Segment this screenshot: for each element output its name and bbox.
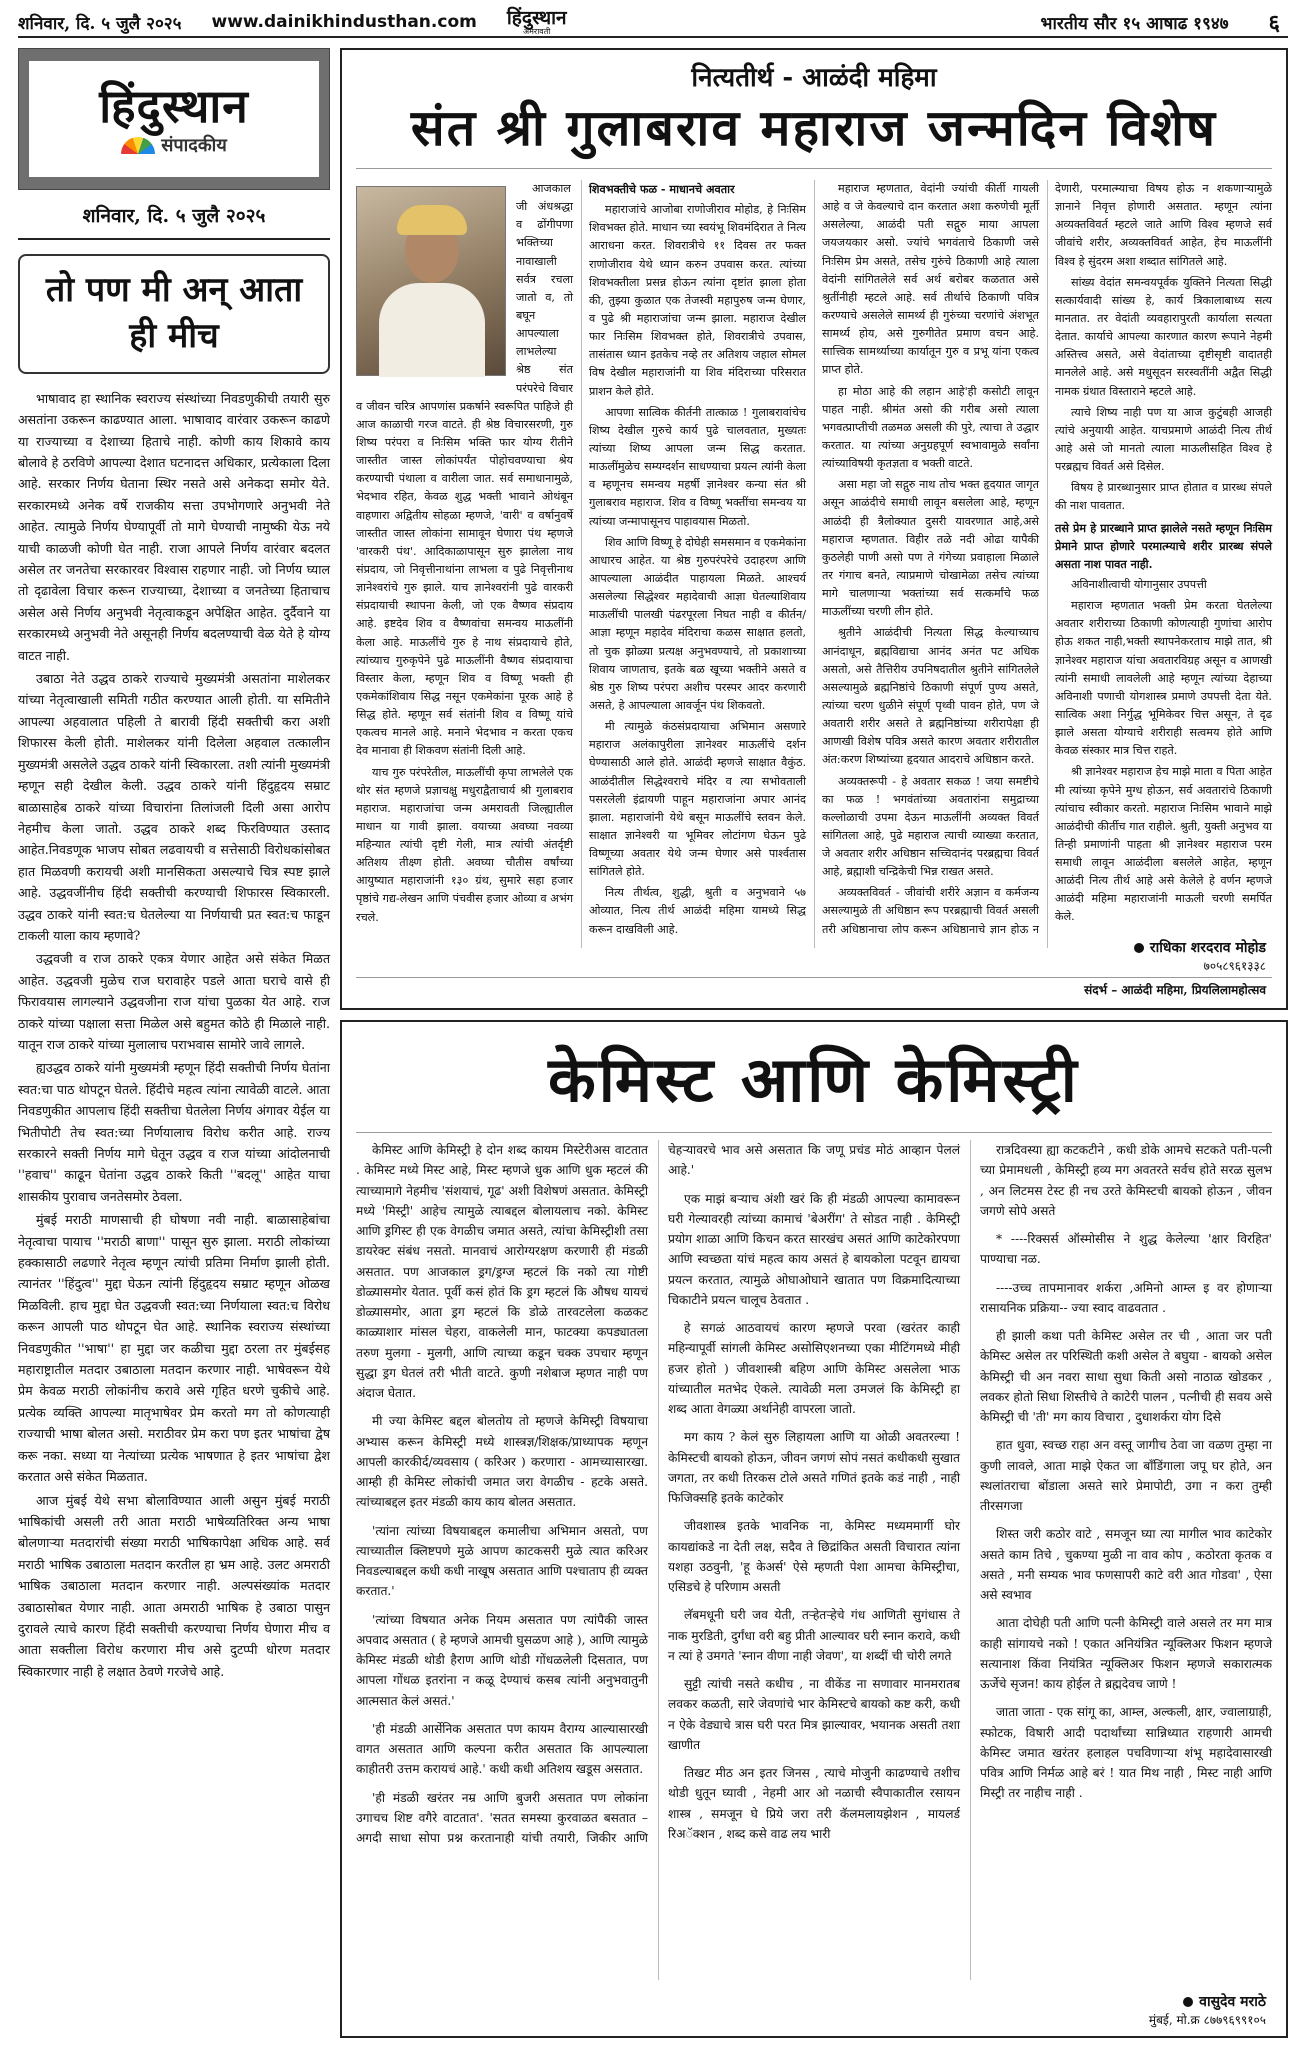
byline-bullet-icon [1183, 1997, 1193, 2007]
page-header-strip [18, 8, 1288, 38]
article-headline: केमिस्ट आणि केमिस्ट्री [356, 1022, 1272, 1133]
mini-logo-title: हिंदुस्थान [506, 6, 567, 29]
footnote: * ----रिक्सर्स ऑस्मोसीस ने शुद्ध केलेल्या 'क्षार विरहित' पाण्याचा नळ. [980, 1232, 1272, 1267]
article-body [356, 180, 1272, 948]
author-phone: ७०५८९६१३३८ [1203, 959, 1266, 973]
article-paragraph: श्री ज्ञानेश्वर महाराज हेच माझे माता व पिता आहेत मी त्यांच्या कृपेने मुग्ध होऊन, सर्व अवतारांचे ठिकाणी त्यांचाच स्वीकार करतो. महाराज निःसिम भावाने माझे आळंदीची कीर्तीच गात राहीले. श्रुती, युक्ती अनुभव या तिन्ही प्रमाणांनी पाहता श्री ज्ञानेश्वर महाराज परम समाधी लावून आळंदीला बसलेले आहेत, म्हणून आळंदी नित्य तीर्थ आहे असे केलेले हे वर्णन म्हणजे आळंदी महिमा महाराजांनी माऊली चरणी समर्पित केले. [1055, 765, 1272, 924]
article-columns [356, 180, 1272, 948]
article-paragraph: जाता जाता - एक सांगू का, आम्ल, अल्कली, क्षार, ज्वालाग्राही, स्फोटक, विषारी आदी पदार्थांच्या सान्निध्यात राहणारी आमची केमिस्ट जमात खरंतर हलाहल पचविणाऱ्या शंभू महादेवासारखी पवित्र आणि निर्मळ आहे बरं ! यात मिथ नाही , मिस्ट नाही आणि मिस्ट्री तर नाहीच नाही . [980, 1705, 1272, 1801]
article-paragraph: नित्य तीर्थत्व, शुद्धी, श्रुती व अनुभवाने ५७ ओव्यात, नित्य तीर्थ आळंदी महिमा यामध्ये सिद्ध करून दाखविली आहे. [589, 886, 806, 936]
article-paragraph: श्रुतीने आळंदीची नित्यता सिद्ध केल्याच्याच आनंदाधून, ब्रह्मविद्याचा आनंद अनंत पट अधिक असतो, असे तैत्तिरीय उपनिषदातील श्रुतीने सांगितलेले असल्यामुळे ब्रह्मनिष्ठांचे ठिकाणी संपूर्ण पुण्य असते, त्यांच्या चरण धुळीने संपूर्ण पृथ्वी पावन होते, पण जे अवतारी शरीर असते ते ब्रह्मनिष्ठांच्या शरीरापेक्षा ही आणखी विशेष पवित्र असते कारण अवतार शरीरातील अंत:करण शिष्यांच्या हृदयात आदराचे अधिष्ठान करते. [822, 626, 1039, 767]
article-kicker: नित्यतीर्थ - आळंदी महिमा [691, 63, 937, 93]
article-paragraph: शिव आणि विष्णू हे दोघेही समसमान व एकमेकांना आधारच आहेत. या श्रेष्ठ गुरुपरंपरेचे उदाहरण आणि आपल्याला आळंदीत पाहायला मिळते. आश्चर्य असलेल्या सिद्धेश्वर महादेवाची आज्ञा घेतल्याशिवाय माऊलींची पालखी पंढरपूरला निघत नाही व कीर्तन/आज्ञा म्हणून महादेव मंदिराचा कळस साक्षात हलतो, तो चुक झोळ्या प्रत्यक्ष अनुभवण्याचे, तो प्रकाशाच्या शिवाय जाणताच, इतके बळ खूच्या भक्तीने असते व श्रेष्ठ गुरु शिष्य परंपरा अशीच परस्पर आदर करणारी असते, हे आपल्याला आवर्जून पंथ शिकवतो. [589, 535, 806, 712]
article-paragraph: मी ज्या केमिस्ट बद्दल बोलतोय तो म्हणजे केमिस्ट्री विषयाचा अभ्यास करून केमिस्ट्री मध्ये शास्त्रज्ञ/शिक्षक/प्राध्यापक म्हणून आपली कारकीर्द/व्यवसाय ( करिअर ) करणारा - आमच्यासारखा. आम्ही ही केमिस्ट लोकांची जमात जरा वेगळीच - हटके असते. त्यांच्याबद्दल इतर मंडळी काय काय बोलत असतात. [356, 1414, 648, 1510]
poem-stanza: हात धुवा, स्वच्छ राहा अन वस्तू जागीच ठेवा जा वळण तुम्हा ना कुणी लावले, आता माझे ऐकत जा बाँडिंगाला जपू घर होते, अन स्थलांतराचा बोंडाला असते सारे प्रेमापोटी, उगा न करा तुम्ही तीरसगजा [980, 1438, 1272, 1513]
editorial-title: तो पण मी अन् आता ही मीच [45, 270, 303, 356]
reference-divider [356, 977, 1272, 978]
article-reference: संदर्भ – आळंदी महिमा, प्रियलिलामहोत्सव [1084, 983, 1266, 997]
masthead-subtitle: संपादकीय [161, 135, 227, 157]
article-paragraph: सांख्य वेदांत समन्वयपूर्वक युक्तिने नित्यता सिद्धी सत्कार्यवादी सांख्य हे, कार्य त्रिकालाबाध्य सत्य मानतात. तर वेदांती व्यवहारापुरती कार्याला सत्यता देतात. कार्याचे आपल्या कारणात कारण रूपाने नेहमी अस्तित्त्व असते, असे वेदांताच्या दृष्टीसृष्टी वादातही मानलेले आहे. असे मधुसूदन सरस्वतींनी अद्वैत सिद्धी नामक ग्रंथात विस्ताराने म्हटले आहे. [1055, 275, 1272, 398]
footnote: ----उच्च तापमानावर शर्करा ,अमिनो आम्ल इ वर होणाऱ्या रासायनिक प्रक्रिया-- ज्या स्वाद वाढवतात . [980, 1280, 1272, 1315]
poem-stanza: रात्रदिवस्या ह्या कटकटीने , कधी डोके आमचे सटकते पती-पत्नी च्या प्रेमामधली , केमिस्ट्री हव्य मग अवतरते सर्वच होते सरळ सुलभ , अन लिटमस टेस्ट ही नच उरते केमिस्टची बायको होऊन , जीवन जगणे सोपे असते [980, 1143, 1272, 1218]
byline-bullet-icon [1134, 943, 1144, 953]
header-date: शनिवार, दि. ५ जुलै २०२५ [18, 13, 182, 34]
article-paragraph: महाराज म्हणतात, वेदांनी ज्यांची कीर्ती गायली आहे व जे केवल्याचे दान करतात अशा करुणेची मूर्ती असलेल्या, आळंदी पती सद्गुरु माया आपला जयजयकार असो. ज्यांचे भगवंताचे ठिकाणी जसे निःसिम प्रेम असते, तसेच गुरुंचे ठिकाणी आहे त्याला वेदांनी सांगितलेले सर्व अर्थ बरोबर कळतात असे श्रुतींनीही म्हटले आहे. सर्व तीर्थाचे ठिकाणी पवित्र करण्याचे असलेले सामर्थ्य ही गुरुंच्या चरणांचे अंशभूत सामर्थ्य होय, असे गुरुगीतेत प्रमाण वचन आहे. सात्त्विक सामर्थ्याच्या कार्यातून गुरु व प्रभू यांना एकत्व प्राप्त होते. [822, 182, 1039, 377]
article-byline [1134, 938, 1266, 974]
saint-portrait-image [356, 186, 506, 376]
article-body [356, 1140, 1272, 1980]
author-name: वासुदेव मराठे [1199, 1994, 1266, 2010]
article-paragraph: याच गुरु परंपरेतील, माऊलींची कृपा लाभलेले एक थोर संत म्हणजे प्रज्ञाचक्षु मधुराद्वैताचार्य श्री गुलाबराव महाराज. महाराजांचा जन्म अमरावती जिल्ह्यातील माधान या गावी झाला. वयाच्या अवघ्या नवव्या महिन्यात त्यांची दृष्टी गेली, मात्र त्यांची अंतर्दृष्टी अतिशय तीक्ष्ण होती. अवघ्या चौतीस वर्षांच्या आयुष्यात महाराजांनी १३० ग्रंथ, सुमारे सहा हजार पृष्ठांचे गद्य-लेखन आणि पंचवीस हजार ओव्या व अभंग रचले. [356, 765, 573, 924]
article-paragraph: 'ही मंडळी आर्सेनिक असतात पण कायम वैराग्य आल्यासारखी वागत असतात आणि कल्पना करीत असतात कि आपल्याला काहीतरी उत्तम करायचं आहे.' कधी कधी अतिशय खडूस असतात. [356, 1721, 648, 1777]
portrait-turban [397, 205, 467, 235]
article-subhead: तसे प्रेम हे प्रारब्धाने प्राप्त झालेले नसते म्हणून निःसिम प्रेमाने प्राप्त होणारे परमात्म्याचे शरीर प्रारब्ध संपले असता नाश पावत नाही. [1055, 520, 1272, 571]
poem-stanza: लॅबमधूनी घरी जव येती, तऱ्हेतऱ्हेचे गंध आणिती सुगंधास ते नाक मुरडिती, दुर्गंधा वरी बहु प्रीती आल्यावर घरी स्नान करावे, कधी न त्यां हे उमगते 'स्नान वीणा नाही जेवण', या शब्दीं ची चोरी लगते [668, 1608, 960, 1663]
editorial-paragraph: ह्यउद्धव ठाकरे यांनी मुख्यमंत्री म्हणून हिंदी सक्तीची निर्णय घेतांना स्वत:चा पाठ थोपटून घेतले. हिंदीचे महत्व त्यांना त्यावेळी वाटले. आता निवडणुकीत आपलाच हिंदी सक्तीचा घेतलेला निर्णय अंगावर येईल या भितीपोटी तेच स्वत:च्या निर्णयालाच विरोध करीत आहे. राज्य सरकारने सक्ती निर्णय मागे घेतून उद्धव व राज यांच्या आंदोलनाची ''हवाच'' काढून घेतांना उद्धव ठाकरे किती ''बदलू'' आहेत याचा शासकीय पुरावाच जनतेसमोर ठेवला. [18, 1060, 330, 1204]
rainbow-sun-icon [121, 137, 155, 154]
article-paragraph: महाराज म्हणतात भक्ती प्रेम करता घेतलेल्या अवतार शरीराच्या ठिकाणी कोणत्याही गुणांचा आरोप होऊ शकत नाही,भक्ती स्थापनेकरताच माझे तात, श्री ज्ञानेश्वर महाराज यांचा अवतारविग्रह असून व आणखी त्यांनी समाधी लावलेली आहे म्हणून त्यांच्या देहाच्या अविनाशी पणाची योगशास्त्र प्रमाणे उपपत्ती देता येते. सात्विक अशा निर्गुद्ध भूमिकेवर चित्त असून, ते दृढ झाले असता योग्याचे शरीराही सत्वमय होते आणि केवळ संस्कार मात्र चित्त राहते. [1055, 599, 1272, 758]
editorial-paragraph: भाषावाद हा स्थानिक स्वराज्य संस्थांच्या निवडणुकीची तयारी सुरु असतांना उकरून काढण्यात आला. भाषावाद वारंवार उकरून काढणे या राज्याच्या व देशाच्या हिताचे नाही. कोणी काय शिकावे काय बोलावे हे ठरविणे आपल्या देशात घटनादत्त अधिकार, प्रत्येकाला दिला आहे. सरकार निर्णय घेताना स्थिर नसते असे अनेकदा समोर येते. सरकारमध्ये अनेक वर्षे राजकीय सत्ता उपभोगणारे अनुभवी नेते आहेत. त्यामुळे निर्णय घेण्यापूर्वी तो मागे घेण्याची नामुष्की येऊ नये याची काळजी कोणी घेत नाही. राजा आपले निर्णय वारंवार बदलत असेल तर जनतेचा सरकारवर विश्वास राहणार नाही. जो निर्णय घ्याल तो दृढावेला विचार करून राज्याच्या, देशाच्या व जनतेच्या हिताचाच असेल असे निर्णय अनुभवी नेतृत्वाकडून अपेक्षित आहेत. दुर्दैवाने या सरकारमध्ये अनुभवी नेते असूनही निर्णय बदलण्याची वेळ येते हे योग्य वाटत नाही. [18, 390, 330, 663]
poem-stanza: मग काय ? केलं सुरु लिहायला आणि या ओळी अवतरल्या ! केमिस्टची बायको होऊन, जीवन जगणं सोपं नसतं कधीकधी सुखात जगता, तर कधी तिरकस टोले असते गणितं इतके कडं नाही , नाही फिजिक्सहि इतके काटेकोर [668, 1430, 960, 1505]
article-headline: संत श्री गुलाबराव महाराज जन्मदिन विशेष [356, 98, 1272, 169]
header-indian-date: भारतीय सौर १५ आषाढ १९४७ [1040, 13, 1229, 34]
mini-logo [506, 6, 567, 36]
portrait-robe [379, 283, 485, 377]
mini-logo-edition: अमरावती [523, 26, 551, 36]
article-paragraph: विषय हे प्रारब्धानुसार प्राप्त होतात व प्रारब्ध संपले की नाश पावतात. [1055, 481, 1272, 513]
masthead-title: हिंदुस्थान [99, 78, 249, 133]
masthead-subtitle-row [121, 133, 227, 157]
article-paragraph: आपणा सात्विक कीर्तनी तात्काळ ! गुलाबरावांचेच शिष्य देखील गुरुचे कार्य पुढे चालवतात, मुख्यतः त्यांच्या शिष्य आपला जन्म सिद्ध करतात. माऊलींमुळेच सम्यग्दर्शन साधण्याचा प्रयत्न त्यांनी केला व म्हणूनच समन्वय महर्षी ज्ञानेश्वर कन्या संत श्री गुलाबराव महाराज. शिव व विष्णू भक्तींचा समन्वय या त्यांच्या जन्मापासूनच पाहावयास मिळतो. [589, 405, 806, 528]
article-columns [356, 1140, 1272, 1980]
website-link[interactable]: www.dainikhindusthan.com [211, 12, 477, 32]
editorial-paragraph: उबाठा नेते उद्धव ठाकरे राज्याचे मुख्यमंत्री असतांना माशेलकर यांच्या नेतृत्वाखाली समिती गठीत करण्यात आली होती. या समितीने आपल्या अहवालात पहिली ते बारावी हिंदी सक्तीची करा अशी शिफारस केली होती. माशेलकर यांनी दिलेला अहवाल तत्कालीन मुख्यमंत्री असलेले उद्धव ठाकरे यांनी स्विकारला. तशी त्यांनी मुख्यमंत्री म्हणून सही देखील केली. उद्धव ठाकरे यांनी हिंदुहृदय सम्राट बाळासाहेब ठाकरे यांच्या विचारांना तिलांजली दिली असा आरोप नेहमीच केला जातो. उद्धव ठाकरे शब्द फिरविण्यात उस्ताद आहेत.निवडणूक भाजप सोबत लढवायची व सत्तेसाठी विरोधकांसोबत हात मिळवणी करायची अशी मानसिकता असल्याचे चित्र स्पष्ट झाले आहे. उद्धवजींनीच हिंदी सक्तीची करण्याची शिफारस स्विकारली. उद्धव ठाकरे यांनी स्वत:च घेतलेल्या या निर्णयाची प्रत स्वत:च फाडून टाकली याला काय म्हणावे? [18, 671, 330, 943]
editorial-paragraph: आज मुंबई येथे सभा बोलाविण्यात आली असुन मुंबई मराठी भाषिकांची असली तरी आता मराठी भाषेव्यतिरिक्त अन्य भाषा बोलणाऱ्या मतदारांची संख्या मराठी भाषिकापेक्षा अधिक आहे. सर्व मराठी भाषिक उबाठाला मतदान करतील हा भ्रम आहे. उलट अमराठी भाषिक उबाठाला मतदान करणार नाही. अल्पसंख्यांक मतदार उबाठासोबत येणार नाही. आता अमराठी भाषिक हे उबाठा पासुन दुरावले त्याचे कारण हिंदी सक्तीची करण्याचा निर्णय घेणारा मीच व आता सक्तीला विरोध करणारा मीच असे दुटप्पी धोरण मतदार स्विकारणार नाही हे लक्षात ठेवणे गरजेचे आहे. [18, 1492, 330, 1679]
article-chemist-chemistry [340, 1020, 1288, 2038]
article-paragraph: महाराजांचे आजोबा राणोजीराव मोहोड, हे निःसिम शिवभक्त होते. माधान च्या स्वयंभू शिवमंदिरात ते नित्य आराधना करत. शिवरात्रीचे ११ दिवस तर फक्त राणोजीराव येथे ध्यान करुन उपवास करत. त्यांच्या शिवभक्तीला प्रसन्न होऊन त्यांना दृष्टांत झाला होता की, तुझ्या कुळात एक तेजस्वी महापुरुष जन्म घेणार, व पुढे श्री महाराजांचा जन्म झाला. महाराज देखील फार निःसिम शिवभक्त होते, शिवरात्रीचे उपवास, तासंतास ध्यान इतकेच नव्हे तर अतिशय जहाल सोमल विष देखील महाराजांनी या शिव मंदिराच्या परिसरात प्राशन केले होते. [589, 203, 806, 398]
editorial-body [18, 388, 330, 1682]
article-paragraph: असा महा जो सद्गुरु नाथ तोच भक्त हृदयात जागृत असून आळंदीचे समाधी लावून बसलेला आहे, म्हणून आळंदी ही त्रैलोक्यात दुसरी यावरणात आहे,असे महाराज म्हणतात. विहीर तळे नदी ओढा यापैकी कुठलेही पाणी असो पण ते गंगेच्या प्रवाहाला मिळाले तर गंगाच बनते, त्याप्रमाणे चोखामेळा तसेच त्यांच्या मागे चालणाऱ्या भक्तांच्या सर्व सत्कर्मांचे फळ माऊलींच्या चरणी लीन होते. [822, 478, 1039, 619]
article-paragraph: अविनाशीत्वाची योगानुसार उपपत्ती [1071, 577, 1207, 591]
editorial-masthead [18, 48, 330, 190]
editorial-column [18, 48, 330, 2038]
article-subhead: शिवभक्तीचे फळ - माधानचे अवतार [589, 182, 735, 196]
article-paragraph: हा मोठा आहे की लहान आहे'ही कसोटी लावून पाहत नाही. श्रीमंत असो की गरीब असो त्याला भगवत्प्राप्तीची तळमळ असली की पुरे, त्याचा ते उद्धार करतात. या त्यांच्या अनुग्रहपूर्ण स्वभावामुळे सर्वांना त्यांच्याविषयी कृतज्ञता व भक्ती वाटते. [822, 384, 1039, 471]
article-paragraph: त्याचे शिष्य नाही पण या आज कुटुंबही आजही त्यांचे अनुयायी आहेत. याचप्रमाणे आळंदी नित्य तीर्थ आहे असे जो मानतो त्याला माऊलीसहित विश्व हे परब्रह्मच विवर्त असे दिसेल. [1055, 405, 1272, 474]
editorial-date: शनिवार, दि. ५ जुलै २०२५ [18, 190, 330, 240]
article-paragraph: आजकाल जी अंधश्रद्धा व ढोंगीपणा भक्तिच्या नावाखाली सर्वत्र रचला जातो व, तो बघून आपल्याला लाभलेल्या श्रेष्ठ संत परंपरेचे विचार व जीवन चरित्र आपणांस प्रकर्षाने स्वरूपित पाहिजे ही आज काळाची गरज वाटते. ही श्रेष्ठ विचारसरणी, गुरु शिष्य परंपरा व निःसिम भक्ति फार योग्य रीतीने जास्तीत जास्त लोकांपर्यंत पोहोचवण्याचा श्रेय करण्याची पंथाला व वारीला जात. सर्व समाधानामुळे, भेदभाव रहित, केवळ शुद्ध भक्ती भावाने ओथंबून वाहणारा अद्वितीय सोहळा म्हणजे, 'वारी' व वर्षानुवर्षे जास्तीत जास्त लोकांना सामावून घेणारा पंथ म्हणजे 'वारकरी पंथ'. आदिकाळापासून सुरु झालेला नाथ संप्रदाय, जो निवृत्तीनाथांना लाभला व पुढे निवृत्तीनाथ ज्ञानेश्वरांचे गुरु झाले. याच ज्ञानेश्वरांनी पुढे वारकरी संप्रदायाची स्थापना केली, जो एक वैष्णव संप्रदाय आहे. इष्टदेव शिव व वैष्णवांचा समन्वय माऊलींनी केला आहे. माऊलींचे गुरु हे नाथ संप्रदायाचे होते, त्यांच्याच गुरुकृपेने पुढे माऊलींनी वैष्णव संप्रदायाचा विस्तार केला, म्हणून शिव व विष्णू भक्ती ही एकमेकांशिवाय सिद्ध नसून एकमेकांना पूरक आहे हे सिद्ध होते. म्हणून सर्व संतांनी शिव व विष्णू यांचे एकत्वच मानले आहे. मनाने भेदभाव न करता एकच देव मानावा ही शिकवण संतांनी दिली आहे. [356, 182, 573, 758]
article-paragraph: हे सगळं आठवायचं कारण म्हणजे परवा (खरंतर काही महिन्यापूर्वी सांगली केमिस्ट असोसिएशनच्या एका मीटिंगमध्ये मीही हजर होतो ) जीवशास्त्री बहिण आणि केमिस्ट असलेला भाऊ यांच्यातील मतभेद ऐकले. त्यावेळी मला उमजलं कि केमिस्ट्री हा शब्द आता वेगळ्या अर्थानेही वापरला जातो. [668, 1321, 960, 1416]
article-paragraph: 'त्यांच्या विषयात अनेक नियम असतात पण त्यांपैकी जास्त अपवाद असतात ( हे म्हणजे आमची घुसळण आहे ), आणि त्यामुळे केमिस्ट मंडळी थोडी हैराण आणि थोडी गोंधळलेली दिसतात, पण आपला गोंधळ इतरांना न कळू देण्याचं कसब त्यांनी अनुभवातुनी आत्मसात केलं असतं.' [356, 1612, 648, 1708]
editorial-title-box [18, 254, 330, 374]
article-gulabrao-maharaj [340, 48, 1288, 1010]
article-paragraph: मी त्यामुळे कंठसंप्रदायाचा अभिमान असणारे महाराज अलंकापुरीला ज्ञानेश्वर माऊलींचे दर्शन घेण्यासाठी आले होते. आळंदी म्हणजे साक्षात वैकुंठ. आळंदीतील सिद्धेश्वराचे मंदिर व त्या सभोवताली पसरलेली इंद्रायणी पाहून महाराजांना अपार आनंद झाला. महाराजांनी येथे बसून माऊलींचे स्तवन केले. साक्षात ज्ञानेश्वरी या भूमिवर लोटांगण घेऊन पुढे विष्णूच्या अवतार येथे जन्म घेणार असे पार्श्वतास सांगितले होते. [589, 720, 806, 879]
article-paragraph: 'त्यांना त्यांच्या विषयाबद्दल कमालीचा अभिमान असतो, पण त्याच्यातील क्लिष्टपणे मुळे आपण काटकसरी मुळे त्यात करिअर निवडल्याबद्दल कधी कधी नाखूष असतात आणि पश्चाताप ही व्यक्त करतात.' [356, 1523, 648, 1599]
poem-stanza: तिखट मीठ अन इतर जिनस , त्याचे मोजुनी काढण्याचे तशीच थोडी धुतून घ्यावी , नेहमी आर ओ नळाची स्वैपाकातील रसायन शास्त्र , समजून घे प्रिये जरा तरी कॅलमलायझेशन , मायलर्ड रिअॅक्शन , शब्द कसे वाढ लय भारी [668, 1766, 960, 1841]
article-paragraph: अव्यक्तविवर्त - जीवांची शरीरे अज्ञान व कर्मजन्य असल्यामुळे ती अधिष्ठान रूप परब्रह्माची विवर्त असली तरी अधिष्ठानाचा लोप करून अधिष्ठानाचे ज्ञान होऊ न देणारी, परमात्म्याचा विषय होऊ न शकणाऱ्यामुळे ज्ञानाने निवृत्त होणारी असतात. म्हणून त्यांना अव्यक्तविवर्त म्हटले जाते आणि विश्व म्हणजे सर्व जीवांचे शरीर, अव्यक्तविवर्त आहेत, हेच माऊलींनी विश्व हे सुंदरम अशा शब्दात सांगितले आहे. [822, 182, 1272, 936]
editorial-paragraph: मुंबई मराठी माणसाची ही घोषणा नवी नाही. बाळासाहेबांचा नेतृत्वाचा पायाच ''मराठी बाणा'' पासून सुरु झाला. मराठी लोकांच्या हक्कासाठी लढणारे नेतृत्व म्हणून त्यांची प्रतिमा निर्माण झाली होती. त्यानंतर ''हिंदुत्व'' मुद्दा घेऊन त्यांनी हिंदुहृदय सम्राट म्हणून ओळख मिळविली. हाच मुद्दा घेत उद्धवजी स्वत:च्या निर्णयाला स्वत:च विरोध करून आपली पाठ थोपटून घेत आहे. स्थानिक स्वराज्य संस्थांच्या निवडणुकीत ''भाषा'' हा मुद्दा जर कळीचा मुद्दा ठरला तर मुंबईसह महाराष्ट्रातील मतदार उबाठाला मतदान करणार नाही. भाषेवरून येथे प्रेम केवळ मराठी लोकांनीच करावे असे गृहित धरणे चुकीचे आहे. प्रत्येक व्यक्ति आपल्या मातृभाषेवर प्रेम करतो मग तो कोणत्याही राज्याची भाषा बोलत असो. मराठीवर प्रेम करा पण इतर भाषांचा द्वेष करू नका. सध्या या नेत्यांच्या प्रत्येक भाषणात हे इतर भाषांचा द्वेश करतात असे संकेत मिळतात. [18, 1212, 330, 1485]
article-paragraph: 'ही मंडळी खरंतर नम्र आणि बुजरी असतात पण लोकांना उगाचच शिष्ट वगैरे वाटतात'. 'सतत समस्या कुरवाळत बसतात – अगदी साधा सोपा प्रश्न करतानाही यांची तयारी, जिकीर आणि चेहऱ्यावरचे भाव असे असतात कि जणू प्रचंड मोठं आव्हान पेललं आहे.' [356, 1143, 960, 1845]
article-paragraph: आता दोघेही पती आणि पत्नी केमिस्ट्री वाले असले तर मग मात्र काही सांगायचे नको ! एकात अनियंत्रित न्यूक्लिअर फिशन म्हणजे सत्यानाश किंवा नियंत्रित न्यूक्लिअर फिशन म्हणजे सकारात्मक ऊर्जेचे सृजन! काय होईल ते ब्रह्मदेवच जाणे ! [980, 1616, 1272, 1691]
editorial-paragraph: उद्धवजी व राज ठाकरे एकत्र येणार आहेत असे संकेत मिळत आहेत. उद्धवजी मुळेच राज घरावाहेर पडले आता घराचे वासे ही फिरावयास लागल्याने उद्धवजीना राज यांचा पुळका येत आहे. राज ठाकरे यांच्या पक्षाला सत्ता मिळेल असे बहुमत कोठे ही मिळाले नाही. यातून राज ठाकरे यांच्या मुलालाच पराभवास सामोरे जावे लागले. [18, 951, 330, 1052]
author-name: राधिका शरदराव मोहोड [1149, 940, 1266, 956]
article-paragraph: अव्यक्तरूपी - हे अवतार सकळ ! जया समष्टीचे का फळ ! भगवंतांच्या अवतारांना समुद्राच्या कल्लोळाची उपमा देऊन माऊलींनी अव्यक्त विवर्त सांगितला आहे, पुढे महाराज त्याची व्याख्या करतात, जे अवतार शरीर अधिष्ठान सच्चिदानंद परब्रह्मचा विवर्त आहे, ब्रह्माशी चन्द्रिकेची भिन्न राखत असते. [822, 774, 1039, 879]
poem-stanza: ही झाली कथा पती केमिस्ट असेल तर ची , आता जर पती केमिस्ट असेल तर परिस्थिती कशी असेल ते बघुया - बायको असेल केमिस्ट्री ची अन नवरा साधा सुधा किती असो नाठाळ खोडकर , लवकर होतो सिधा शिस्तीचे ते काटेरी पालन , पत्नीची ही सवय असे केमिस्ट्री ची 'ती' मग काय विचारा , दुधाशर्करा योग दिसे [980, 1329, 1272, 1424]
article-paragraph: एक माझं बऱ्याच अंशी खरं कि ही मंडळी आपल्या कामावरून घरी गेल्यावरही त्यांच्या कामाचं 'बेअरींग' ते सोडत नाही . केमिस्ट्री प्रयोग शाळा आणि किचन करत सारखंच असतं आणि काटेकोरपणा आणि स्वच्छता यांचं महत्व काय असतं हे बायकोला पटवून द्यायचा प्रयत्न करतात, त्यामुळे ओघाओघाने खातात पण विक्रमादित्याच्या चिकाटीने प्रयत्न चालूच ठेवतात . [668, 1191, 960, 1307]
article-byline [1149, 1992, 1266, 2028]
author-phone: मुंबई, मो.क्र ८७७९६९९१०५ [1148, 2013, 1266, 2027]
poem-stanza: सुट्टी त्यांची नसते कधीच , ना वीकेंड ना सणावार मानमरातब लवकर कळती, सारे जेवणांचे भार केमिस्टचे बायको कष्ट करी, कधी न ऐके वेड्याचे त्रास घरी परत मित्र झाल्यावर, भयानक असती तशा खाणीत [668, 1677, 960, 1752]
article-paragraph: केमिस्ट आणि केमिस्ट्री हे दोन शब्द कायम मिस्टेरीअस वाटतात . केमिस्ट मध्ये मिस्ट आहे, मिस्ट म्हणजे धुक आणि धुक म्हटलं की त्याच्यामागे नेहमीच 'संशयाचं, गूढ' अशी विशेषणं असतात. केमिस्ट्री मध्ये 'मिस्ट्री' आहेच त्यामुळे त्याबद्दल बोलायलाच नको. केमिस्ट आणि ड्रगिस्ट ही एक वेगळीच जमात असते, त्यांचा केमिस्ट्रीशी तसा डायरेक्ट संबंध नसतो. मानवाचं आरोग्यरक्षण करणारी ही मंडळी असतात. पण आजकाल ड्रग/ड्रग्ज म्हटलं कि नको त्या गोष्टी डोळ्यासमोर येतात. पूर्वी कसं होतं कि ड्रग म्हटलं कि औषध यायचं डोळ्यासमोर, आता ड्रग म्हटलं कि डोळे तारवटलेला कळकट काळ्याशार मांसल चेहरा, वाकलेली मान, फाटक्या कपड्यातला तरुण मुलगा - मुलगी, आणि त्याच्या कडून चक्क उपचार म्हणून सुद्धा ड्रग घेतलं तरी भीती वाटते. कुणी नशेबाज म्हणत नाही पण अंदाज घेतात. [356, 1143, 648, 1400]
poem-stanza: जीवशास्त्र इतके भावनिक ना, केमिस्ट मध्यममार्गी घोर कायद्यांकडे ना देती लक्ष, सदैव ते छिद्रांकित असती विचारात त्यांना यशहा उठवुनी, 'हू केअर्स' ऐसे म्हणती पेशा आमचा केमिस्ट्रीचा, एसिडचे हे परिणाम असती [668, 1519, 960, 1594]
masthead-panel [29, 61, 319, 177]
page-number: ६ [1268, 10, 1280, 36]
poem-stanza: शिस्त जरी कठोर वाटे , समजून घ्या त्या मागील भाव काटेकोर असते काम तिचे , चुकण्या मुळी ना वाव कोप , कठोरता कृतक व असते , मनी सम्यक भाव फणसापरी काटे वरी आत गोडवा' , ऐसा असे स्वभाव [980, 1527, 1272, 1602]
